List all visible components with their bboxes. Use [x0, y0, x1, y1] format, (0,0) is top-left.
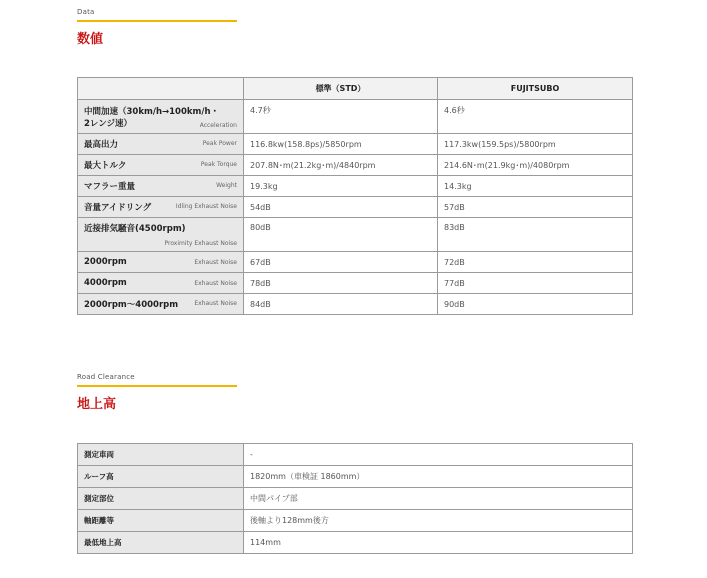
table-row — [78, 100, 633, 134]
clearance-section-header — [77, 373, 237, 412]
std-value: 84dB — [244, 294, 438, 315]
std-value: 4.7秒 — [244, 100, 438, 134]
row-sub-label: Weight — [216, 182, 237, 189]
row-sub-label: Proximity Exhaust Noise — [164, 240, 237, 247]
std-value: 116.8kw(158.8ps)/5850rpm — [244, 134, 438, 155]
row-label: 4000rpm Exhaust Noise — [78, 273, 244, 294]
std-value: 67dB — [244, 252, 438, 273]
data-section-header — [77, 8, 237, 47]
fujitsubo-value: 214.6N･m(21.9kg･m)/4080rpm — [438, 155, 633, 176]
clearance-value: 中間パイプ部 — [244, 488, 633, 510]
fujitsubo-value: 117.3kw(159.5ps)/5800rpm — [438, 134, 633, 155]
row-sub-label: Exhaust Noise — [194, 280, 237, 287]
fujitsubo-value: 72dB — [438, 252, 633, 273]
table-row — [78, 134, 633, 155]
fujitsubo-value: 57dB — [438, 197, 633, 218]
table-row — [78, 444, 633, 466]
row-label: 2000rpm Exhaust Noise — [78, 252, 244, 273]
spec-table — [77, 77, 633, 315]
clearance-table — [77, 443, 633, 554]
table-row — [78, 532, 633, 554]
row-label: 2000rpm～4000rpm Exhaust Noise — [78, 294, 244, 315]
table-row — [78, 218, 633, 252]
clearance-label: 最低地上高 — [78, 532, 244, 554]
data-eyebrow: Data — [77, 8, 95, 16]
header-blank — [78, 78, 244, 100]
table-row — [78, 176, 633, 197]
row-label: 最大トルク Peak Torque — [78, 155, 244, 176]
std-value: 80dB — [244, 218, 438, 252]
row-sub-label: Idling Exhaust Noise — [175, 203, 237, 210]
data-title: 数値 — [77, 32, 104, 47]
row-label: マフラー重量 Weight — [78, 176, 244, 197]
row-sub-label: Exhaust Noise — [194, 259, 237, 266]
clearance-label: 測定車両 — [78, 444, 244, 466]
table-row — [78, 466, 633, 488]
table-row — [78, 510, 633, 532]
table-row — [78, 294, 633, 315]
fujitsubo-value: 77dB — [438, 273, 633, 294]
clearance-label: 軸距離等 — [78, 510, 244, 532]
clearance-value: - — [244, 444, 633, 466]
clearance-label: ルーフ高 — [78, 466, 244, 488]
row-label: 中間加速（30km/h→100km/h・ 2レンジ速） Acceleration — [78, 100, 244, 134]
std-value: 78dB — [244, 273, 438, 294]
row-label: 音量アイドリング Idling Exhaust Noise — [78, 197, 244, 218]
table-row — [78, 488, 633, 510]
fujitsubo-value: 83dB — [438, 218, 633, 252]
std-value: 54dB — [244, 197, 438, 218]
fujitsubo-value: 90dB — [438, 294, 633, 315]
table-row — [78, 273, 633, 294]
spec-header-row — [78, 78, 633, 100]
table-row — [78, 155, 633, 176]
fujitsubo-value: 4.6秒 — [438, 100, 633, 134]
clearance-value: 1820mm（車検証 1860mm） — [244, 466, 633, 488]
table-row — [78, 252, 633, 273]
clearance-label: 測定部位 — [78, 488, 244, 510]
row-sub-label: Peak Torque — [200, 161, 237, 168]
row-sub-label: Peak Power — [202, 140, 237, 147]
std-value: 207.8N･m(21.2kg･m)/4840rpm — [244, 155, 438, 176]
clearance-value: 後軸より128mm後方 — [244, 510, 633, 532]
row-label: 近接排気騒音(4500rpm) Proximity Exhaust Noise — [78, 218, 244, 252]
clearance-underline — [77, 385, 237, 387]
row-sub-label: Acceleration — [199, 122, 237, 129]
table-row — [78, 197, 633, 218]
std-value: 19.3kg — [244, 176, 438, 197]
data-underline — [77, 20, 237, 22]
fujitsubo-value: 14.3kg — [438, 176, 633, 197]
clearance-eyebrow: Road Clearance — [77, 373, 135, 381]
clearance-value: 114mm — [244, 532, 633, 554]
row-sub-label: Exhaust Noise — [194, 300, 237, 307]
header-fujitsubo: FUJITSUBO — [438, 78, 633, 100]
header-std: 標準（STD） — [244, 78, 438, 100]
clearance-title: 地上高 — [77, 397, 117, 412]
row-label: 最高出力 Peak Power — [78, 134, 244, 155]
